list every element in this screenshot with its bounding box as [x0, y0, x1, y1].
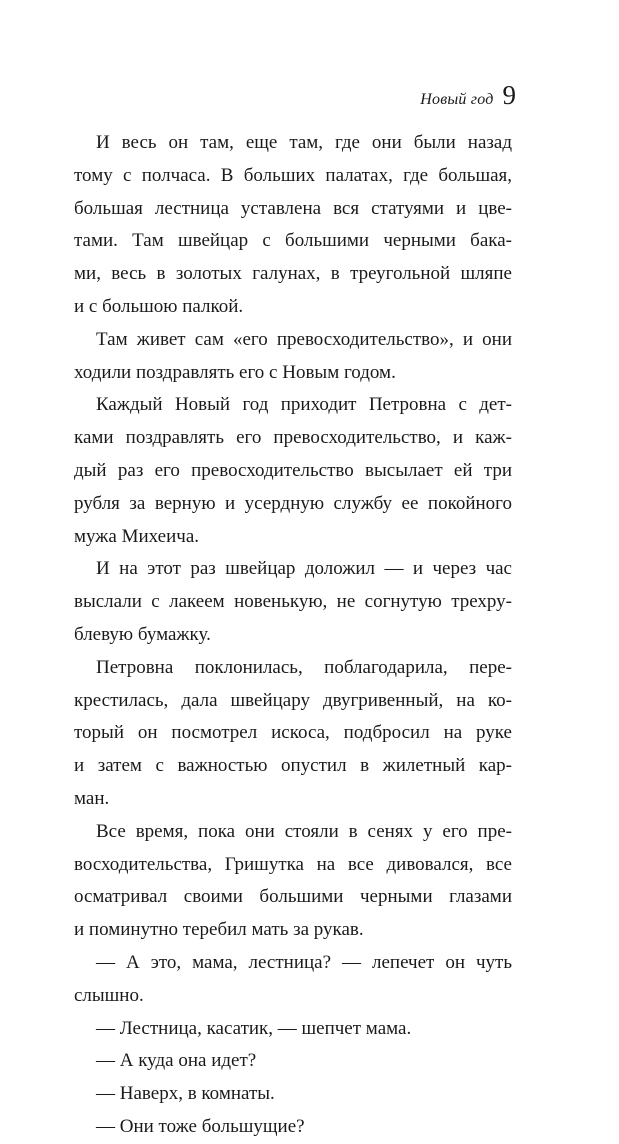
text-line: тому с полчаса. В больших палатах, где большая, — [74, 164, 512, 186]
text-line: Петровна поклонилась, поблагодарила, пере- — [96, 656, 512, 678]
text-line: — А это, мама, лестница? — лепечет он чуть — [96, 951, 512, 973]
text-line: крестилась, дала швейцару двугривенный, на ко- — [74, 689, 512, 711]
body-text — [74, 127, 512, 1144]
text-line: рубля за верную и усердную службу ее покойного — [74, 492, 512, 514]
text-line: Там живет сам «его превосходительство», и они — [96, 328, 512, 350]
running-head — [420, 80, 516, 111]
text-line: Каждый Новый год приходит Петровна с дет- — [96, 394, 512, 416]
text-line: слышно. — [74, 984, 144, 1006]
text-line: ходили поздравлять его с Новым годом. — [74, 361, 396, 383]
running-head-title: Новый год — [420, 91, 494, 108]
text-line: и поминутно теребил мать за рукав. — [74, 919, 364, 941]
text-line: — Наверх, в комнаты. — [96, 1083, 275, 1105]
text-line: И на этот раз швейцар доложил — и через час — [96, 558, 512, 580]
text-line: большая лестница уставлена вся статуями и цве- — [74, 197, 512, 219]
text-line: ми, весь в золотых галунах, в треугольной шляпе — [74, 263, 512, 285]
text-line: ман. — [74, 787, 110, 809]
text-line: — Лестница, касатик, — шепчет мама. — [96, 1017, 412, 1039]
text-line: — А куда она идет? — [96, 1050, 257, 1072]
text-line: дый раз его превосходительство высылает ей три — [74, 459, 512, 481]
text-line: ками поздравлять его превосходительство, и каж- — [74, 427, 512, 449]
text-line: выслали с лакеем новенькую, не согнутую трехру- — [74, 591, 512, 613]
text-line: осматривал своими большими черными глазами — [74, 886, 512, 908]
text-line: восходительства, Гришутка на все дивовался, все — [74, 853, 512, 875]
text-line: блевую бумажку. — [74, 623, 211, 645]
text-line: Все время, пока они стояли в сенях у его пре- — [96, 820, 512, 842]
text-line: мужа Михеича. — [74, 525, 200, 547]
page-number: 9 — [502, 80, 516, 110]
text-line: тами. Там швейцар с большими черными бака- — [74, 230, 512, 252]
text-line: и с большою палкой. — [74, 295, 244, 317]
text-line: — Они тоже большущие? — [96, 1115, 305, 1137]
text-line: И весь он там, еще там, где они были назад — [96, 132, 512, 153]
text-line: и затем с важностью опустил в жилетный кар- — [74, 755, 512, 777]
text-line: торый он посмотрел искоса, подбросил на руке — [74, 722, 512, 744]
